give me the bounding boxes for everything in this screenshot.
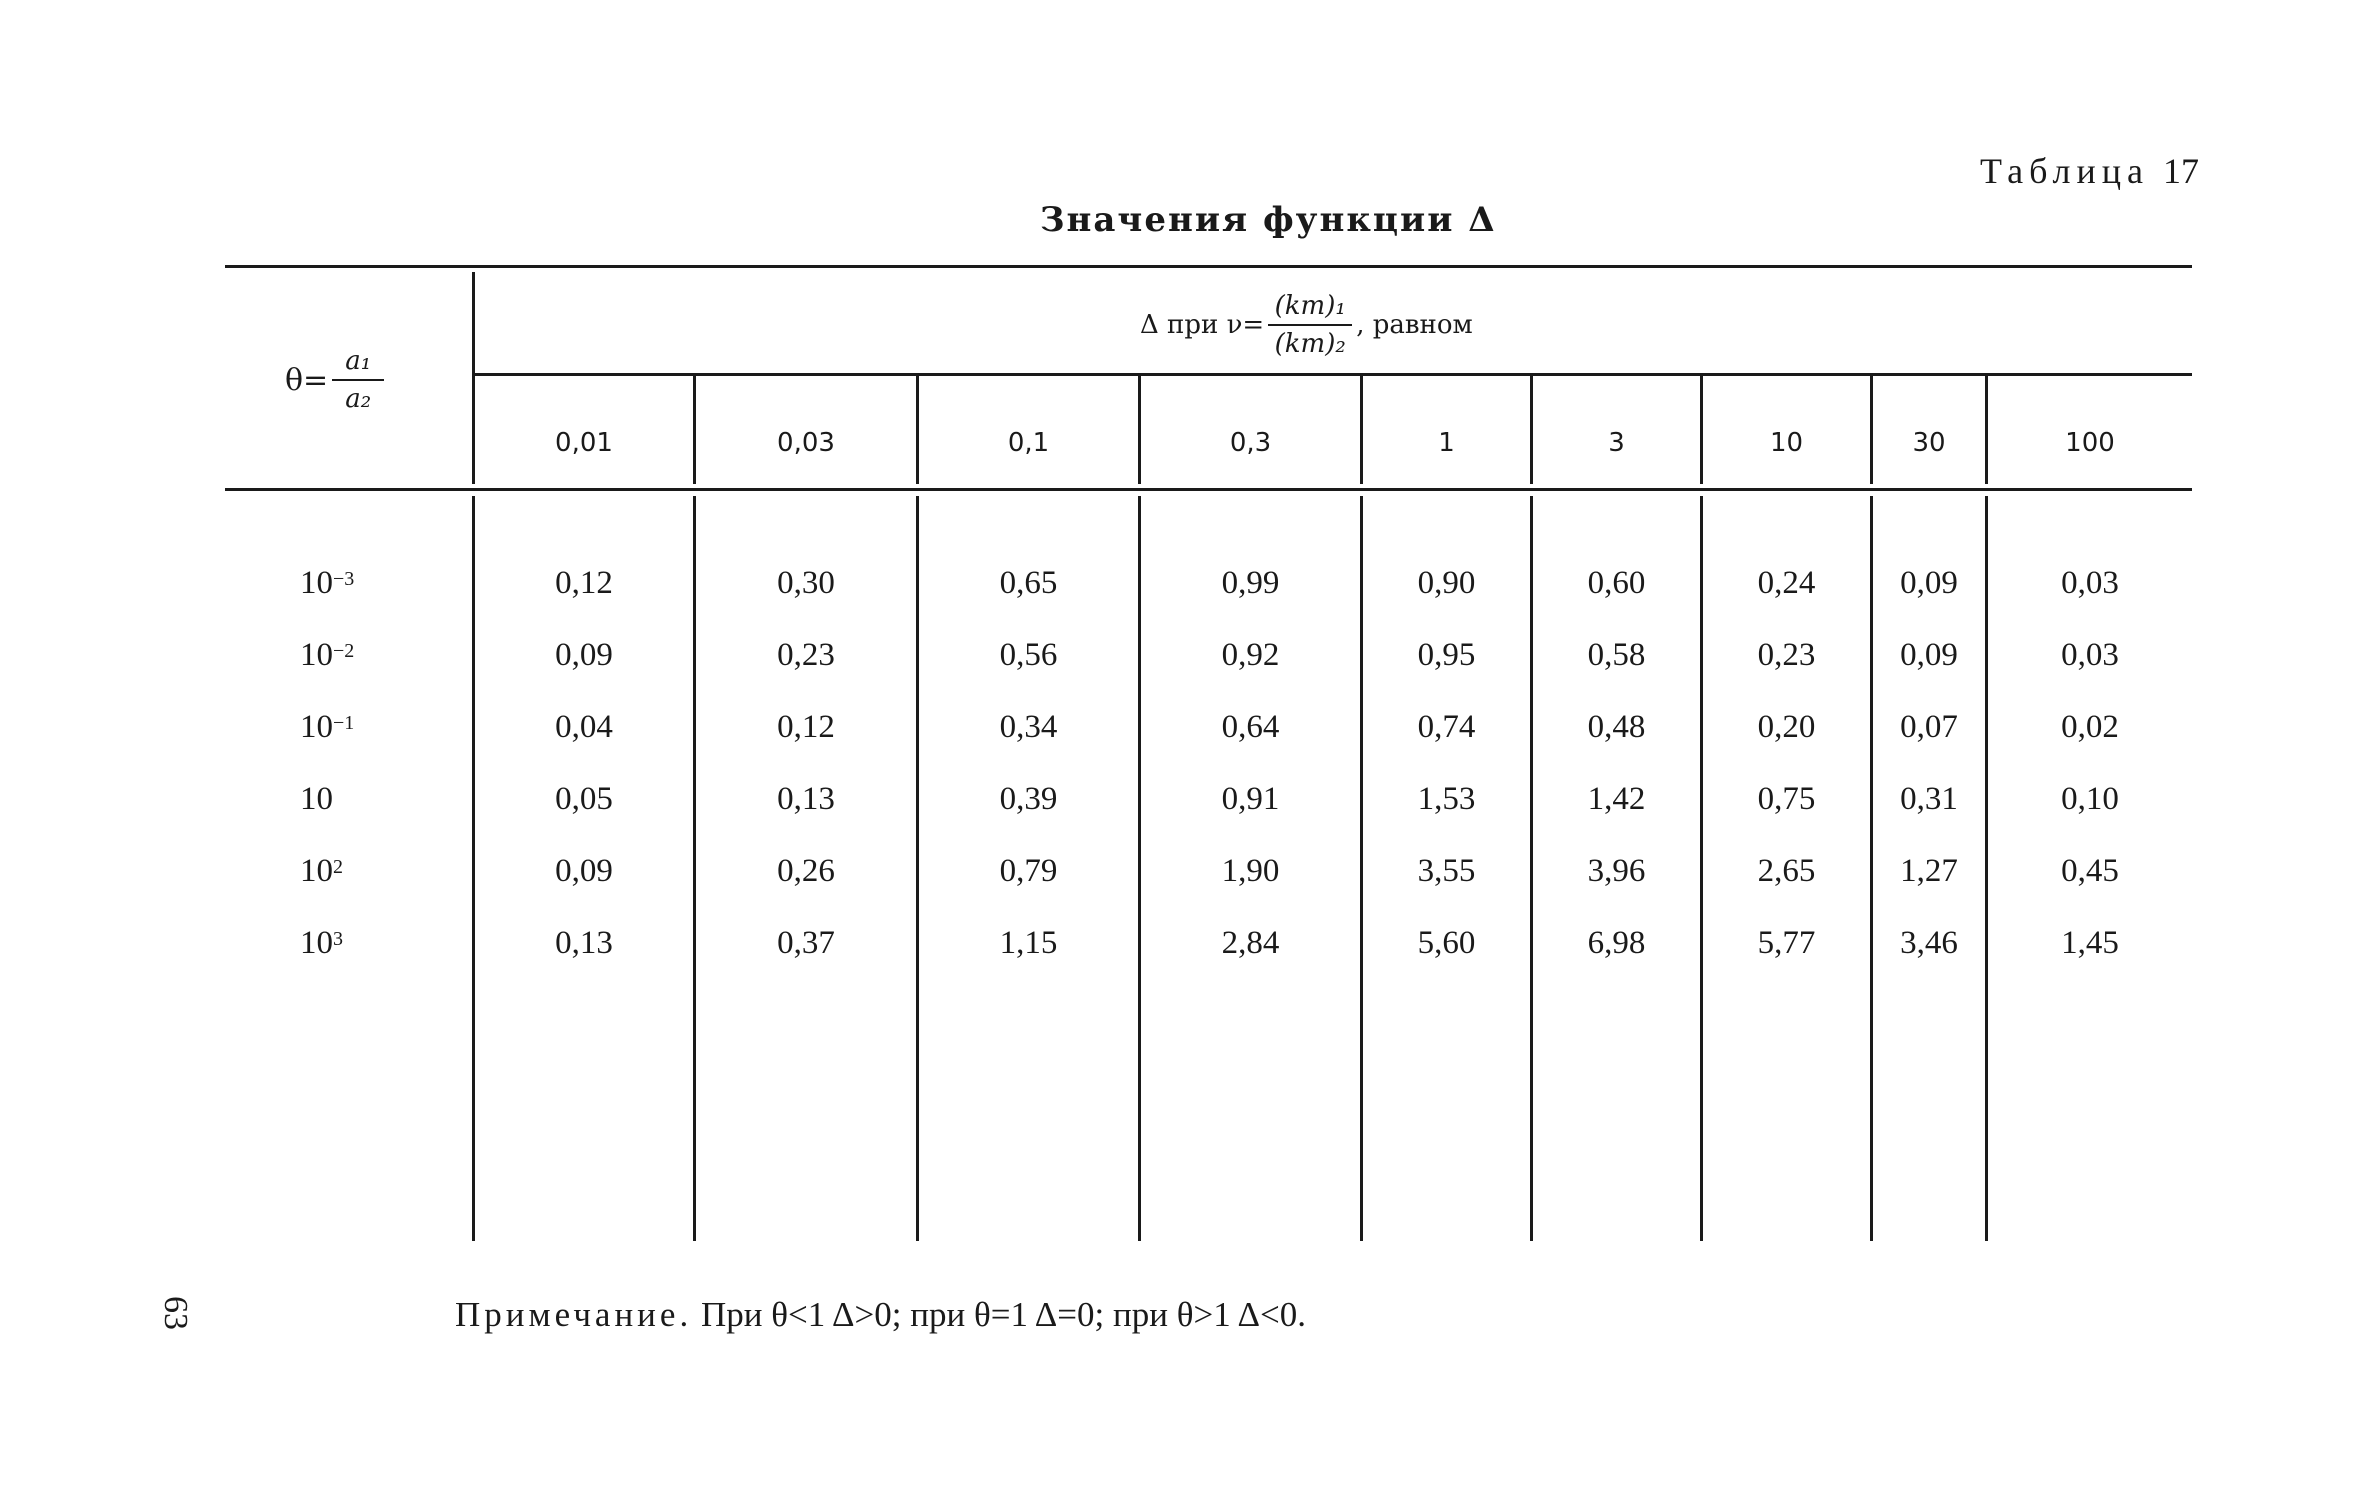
- page-number: 63: [157, 1296, 194, 1330]
- table-cell: 0,45: [2061, 852, 2119, 889]
- row-label-exponent: 3: [333, 927, 343, 950]
- table-cell: 1,90: [1221, 852, 1280, 889]
- table-cell: 0,56: [999, 636, 1058, 673]
- note-label: Примечание.: [455, 1295, 693, 1334]
- table-cell: 0,13: [777, 780, 835, 817]
- table-cell: 0,12: [777, 708, 835, 745]
- spanning-header-suffix: , равном: [1356, 310, 1473, 340]
- table-cell: 0,58: [1587, 636, 1646, 673]
- column-header: 0,3: [1229, 428, 1272, 458]
- row-label: [300, 630, 380, 680]
- table-cell: 0,79: [999, 852, 1058, 889]
- row-label: [300, 558, 380, 608]
- table-cell: 0,03: [2061, 636, 2119, 673]
- header-bottom-rule: [225, 488, 2192, 491]
- row-label-exponent: −2: [333, 639, 355, 662]
- table-cell: 0,09: [1900, 636, 1958, 673]
- column-header: 0,01: [555, 428, 613, 458]
- table-cell: 0,12: [555, 564, 613, 601]
- table-cell: 2,65: [1757, 852, 1816, 889]
- table-cell: 0,23: [777, 636, 835, 673]
- table-note: [455, 1290, 1306, 1340]
- table-number-label: [1980, 150, 2199, 192]
- table-cell: 0,95: [1417, 636, 1476, 673]
- table-cell: 1,45: [2061, 924, 2119, 961]
- spanning-header: [1140, 285, 1473, 365]
- spanning-header-rule: [472, 373, 2192, 376]
- table-cell: 0,39: [999, 780, 1058, 817]
- spanning-header-denominator: (km)₂: [1274, 329, 1346, 359]
- row-label-base: 10: [300, 924, 333, 961]
- table-cell: 0,02: [2061, 708, 2119, 745]
- table-cell: 0,31: [1900, 780, 1958, 817]
- table-cell: 0,74: [1417, 708, 1476, 745]
- table-cell: 0,20: [1757, 708, 1816, 745]
- table-word: Таблица: [1980, 151, 2149, 191]
- spanning-header-fraction: [1268, 291, 1352, 359]
- column-header: 30: [1912, 428, 1946, 458]
- table-cell: 0,60: [1587, 564, 1646, 601]
- table-cell: 6,98: [1587, 924, 1646, 961]
- table-cell: 0,90: [1417, 564, 1476, 601]
- column-header: 0,03: [777, 428, 835, 458]
- column-header: 0,1: [1007, 428, 1050, 458]
- spanning-header-prefix: Δ при ν=: [1140, 310, 1265, 340]
- table-cell: 0,09: [1900, 564, 1958, 601]
- stub-header-denominator: a₂: [345, 384, 372, 414]
- table-cell: 0,10: [2061, 780, 2119, 817]
- column-header: 1: [1438, 428, 1455, 458]
- table-cell: 0,64: [1221, 708, 1280, 745]
- table-cell: 0,91: [1221, 780, 1280, 817]
- table-number: 17: [2163, 151, 2199, 191]
- table-cell: 3,46: [1900, 924, 1958, 961]
- table-cell: 1,42: [1587, 780, 1646, 817]
- note-text: При θ<1 Δ>0; при θ=1 Δ=0; при θ>1 Δ<0.: [700, 1295, 1307, 1334]
- row-label-base: 10: [300, 708, 333, 745]
- table-cell: 0,13: [555, 924, 613, 961]
- table-top-rule: [225, 265, 2192, 268]
- table-cell: 0,24: [1757, 564, 1816, 601]
- table-cell: 0,09: [555, 636, 613, 673]
- table-cell: 2,84: [1221, 924, 1280, 961]
- table-cell: 3,96: [1587, 852, 1646, 889]
- table-cell: 5,60: [1417, 924, 1476, 961]
- table-cell: 1,53: [1417, 780, 1476, 817]
- table-cell: 0,09: [555, 852, 613, 889]
- stub-header-numerator: a₁: [345, 346, 372, 376]
- table-cell: 3,55: [1417, 852, 1476, 889]
- stub-header-prefix: θ=: [285, 362, 329, 398]
- column-header: 10: [1769, 428, 1804, 458]
- row-label-base: 10: [300, 780, 333, 817]
- stub-header-fraction: [332, 346, 384, 414]
- table-cell: 5,77: [1757, 924, 1816, 961]
- table-cell: 0,65: [999, 564, 1058, 601]
- table-cell: 0,26: [777, 852, 835, 889]
- column-header: 100: [2065, 428, 2115, 458]
- row-label-base: 10: [300, 852, 333, 889]
- column-divider: [472, 272, 475, 376]
- table-cell: 0,48: [1587, 708, 1646, 745]
- table-cell: 0,04: [555, 708, 613, 745]
- stub-header: [285, 342, 384, 418]
- row-label-exponent: −3: [333, 567, 355, 590]
- table-cell: 0,07: [1900, 708, 1958, 745]
- spanning-header-numerator: (km)₁: [1274, 291, 1346, 321]
- table-cell: 1,27: [1900, 852, 1958, 889]
- table-cell: 0,30: [777, 564, 835, 601]
- table-cell: 0,92: [1221, 636, 1280, 673]
- row-label-exponent: −1: [333, 711, 355, 734]
- table-cell: 0,03: [2061, 564, 2119, 601]
- table-title: Значения функции Δ: [1040, 200, 1497, 240]
- fraction-bar: [332, 379, 384, 381]
- table-cell: 0,75: [1757, 780, 1816, 817]
- table-cell: 0,05: [555, 780, 613, 817]
- row-label: [300, 846, 380, 896]
- table-cell: 0,99: [1221, 564, 1280, 601]
- row-label: [300, 918, 380, 968]
- table-cell: 0,34: [999, 708, 1058, 745]
- table-cell: 0,37: [777, 924, 835, 961]
- row-label-base: 10: [300, 564, 333, 601]
- fraction-bar: [1268, 324, 1352, 326]
- column-header: 3: [1608, 428, 1625, 458]
- table-cell: 1,15: [999, 924, 1058, 961]
- row-label: [300, 774, 380, 824]
- table-cell: 0,23: [1757, 636, 1816, 673]
- row-label: [300, 702, 380, 752]
- row-label-base: 10: [300, 636, 333, 673]
- row-label-exponent: 2: [333, 855, 343, 878]
